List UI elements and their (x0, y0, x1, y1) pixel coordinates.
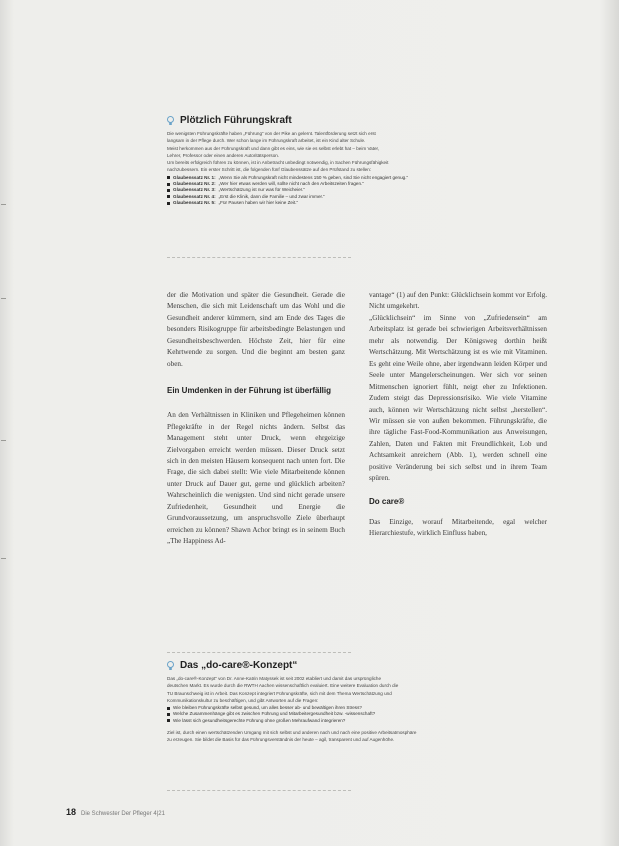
bullet-icon (167, 189, 170, 192)
list-item: Wie lässt sich gesundheitsgerechte Führung ohne großen Mehraufwand integrieren? (167, 718, 519, 724)
info-box-1-line: Meist herkommen aus der Führungskraft und dann gibt es eins, wie sie es selbst erlebt hat – beim Vater, (167, 145, 380, 151)
list-item: Welche Zusammenhänge gibt es zwischen Führung und Mitarbeitergesundheit bzw. -wissenschaft? (167, 711, 519, 717)
belief-list (167, 175, 519, 206)
info-box-1-line: Lehrer, Professor oder einen anderen Autoritätsperson. (167, 152, 280, 158)
info-box-1-line: langsam in der Pflege durch. Wer schon lange im Führungskraft arbeitet, ist ein Kind alter Schule. (167, 138, 366, 144)
right-column (369, 290, 547, 540)
bullet-icon (167, 183, 170, 186)
divider (167, 790, 351, 791)
info-box-2 (167, 660, 519, 745)
list-item: Glaubenssatz Nr. 5: „Für Pausen haben wir hier keine Zeit.“ (167, 200, 519, 206)
info-box-1-intro (167, 131, 519, 174)
bullet-icon (167, 195, 170, 198)
body-paragraph: Das Einzige, worauf Mitarbeitende, egal welcher Hierarchiestufe, wirklich Einfluss haben, (369, 517, 547, 538)
margin-mark (1, 440, 6, 441)
info-box-2-line: Ziel ist, durch einen wertschätzenden Umgang mit sich selbst und anderen nach und nach eine positive Arbeitsatmosphäre (167, 730, 417, 736)
body-paragraph: „Glücklichsein“ im Sinne von „Zufriedensein“ am Arbeitsplatz ist gerade bei schwierigen Arbeitsverhältnissen mehr als notwendig. Der Königsweg dorthin heißt Wertschätzung. Mit Wertschätzung ist es wie mit Vitaminen. Es geht eine Weile ohne, aber irgendwann leiden Körper und Seele unter Mangelerscheinungen. Wer sich vor seinen Mitmenschen ignoriert fühlt, neigt eher zu Infektionen. Zudem steigt das Depressionsrisiko. Wie viele Vitamine auch, können wir Wertschätzung nicht selbst „herstellen“. Wir müssen sie von außen bekommen. Führungskräfte, die ihre tägliche Fast-Food-Kommunikation aus Anweisungen, Zahlen, Daten und Fakten mit Freundlichkeit, Lob und Achtsamkeit anreichern (Abb. 1), werden schnell eine positive Veränderung bei sich selbst und in ihrem Team spüren. (369, 313, 547, 483)
question-list (167, 705, 519, 724)
info-box-2-line: Das „do-care®-Konzept“ von Dr. Anne-Katrin Matyssek ist seit 2002 etabliert und damit das ursprüngliche (167, 676, 382, 681)
divider (167, 652, 351, 653)
journal-name: Die Schwester Der Pfleger 4|21 (81, 811, 165, 817)
info-box-2-line: Kommunikationskultur zu beschäftigen, und gibt Antworten auf die Fragen: (167, 697, 319, 703)
list-item: Wie bleiben Führungskräfte selbst gesund, um alles besser ab- und bewältigen ihren Stress? (167, 705, 519, 711)
divider (167, 257, 351, 258)
body-paragraph: vantage“ (1) auf den Punkt: Glücklichsein kommt vor Erfolg. Nicht umgekehrt. (369, 291, 547, 311)
list-item: Glaubenssatz Nr. 4: „Erst die Klinik, dann die Familie – und zwar immer.“ (167, 194, 519, 200)
info-box-2-line: zu erzeugen. Sie bildet die Basis für das Führungsverständnis der heute – agil, transparent und auf Augenhöhe. (167, 737, 395, 743)
info-box-1-line: nachzubessern. Ein erster Schritt ist, die folgenden fünf Glaubenssätze auf den Prüfstand zu stellen: (167, 167, 372, 173)
list-item: Glaubenssatz Nr. 3: „Wertschätzung ist nur was für Weicheier.“ (167, 187, 519, 193)
info-box-1-title-row (167, 115, 519, 126)
info-box-2-outro (167, 730, 519, 744)
margin-mark (1, 558, 6, 559)
info-box-2-intro (167, 676, 519, 704)
lightbulb-icon (167, 116, 174, 126)
info-box-1-title: Plötzlich Führungskraft (180, 115, 292, 126)
info-box-1-line: Um bereits erfolgreich führen zu können, ist in Anbetracht unbedingt notwendig, in Sachen Führungsfähigkeit (167, 160, 389, 166)
bullet-icon (167, 719, 170, 722)
info-box-1 (167, 115, 519, 206)
info-box-2-title: Das „do-care®-Konzept“ (180, 660, 298, 671)
section-heading: Do care® (369, 496, 405, 506)
page-footer (66, 807, 165, 817)
list-item: Glaubenssatz Nr. 2: „Wer hier etwas werden will, sollte nicht nach den Arbeitszeiten fragen.“ (167, 181, 519, 187)
lightbulb-icon (167, 661, 174, 671)
body-paragraph: An den Verhältnissen in Kliniken und Pflegeheimen können Pflegekräfte in der Regel nichts ändern. Selbst das Management steht unter Druck, wenn ehrgeizige Zielvorgaben erreicht werden müssen. Dieser Druck setzt sich in den meisten Häusern konsequent nach unten fort. Die Frage, die sich dabei stellt: Wie viele Mitarbeitende können unter Druck auf Dauer gut, gerne und glücklich arbeiten? Wahrscheinlich die wenigsten. Und sind nicht gerade unsere Zufriedenheit, Gesundheit und Energie die Grundvoraussetzung, um anspruchsvolle Ziele überhaupt erreichen zu können? Shawn Achor bringt es in seinem Buch „The Happiness Ad- (167, 411, 345, 546)
info-box-2-title-row (167, 660, 519, 671)
page-number: 18 (66, 807, 77, 817)
left-column (167, 290, 345, 548)
bullet-icon (167, 707, 170, 710)
section-heading: Ein Umdenken in der Führung ist überfällig (167, 386, 332, 396)
body-paragraph: der die Motivation und später die Gesundheit. Gerade die Menschen, die sich mit Leidenschaft um das Wohl und die Gesundheit anderer kümmern, sind am Ende des Tages die besonders Risikogruppe für arbeitsbedingte Belastungen und Gesundheitsbeschwerden. Höchste Zeit, hier für eine Kehrtwende zu sorgen. Und die beginnt am besten ganz oben. (167, 291, 345, 368)
info-box-2-line: deutschen Markt. Es wurde durch die RWTH Aachen wissenschaftlich evaluiert. Eine weitere Evaluation durch die (167, 683, 399, 689)
margin-mark (1, 204, 6, 205)
info-box-2-line: TU Braunschweig ist in Arbeit. Das Konzept integriert Führungskräfte, sich mit dem Thema Wertschätzung und (167, 690, 392, 696)
bullet-icon (167, 176, 170, 179)
list-item: Glaubenssatz Nr. 1: „Wenn Sie als Führungskraft nicht mindestens 150 % geben, sind Sie nicht engagiert genug.“ (167, 175, 519, 181)
bullet-icon (167, 713, 170, 716)
bullet-icon (167, 202, 170, 205)
info-box-1-line: Die wenigsten Führungskräfte haben „Führung“ von der Pike an gelernt. Talentförderung setzt sich erst (167, 131, 376, 136)
margin-mark (1, 298, 6, 299)
